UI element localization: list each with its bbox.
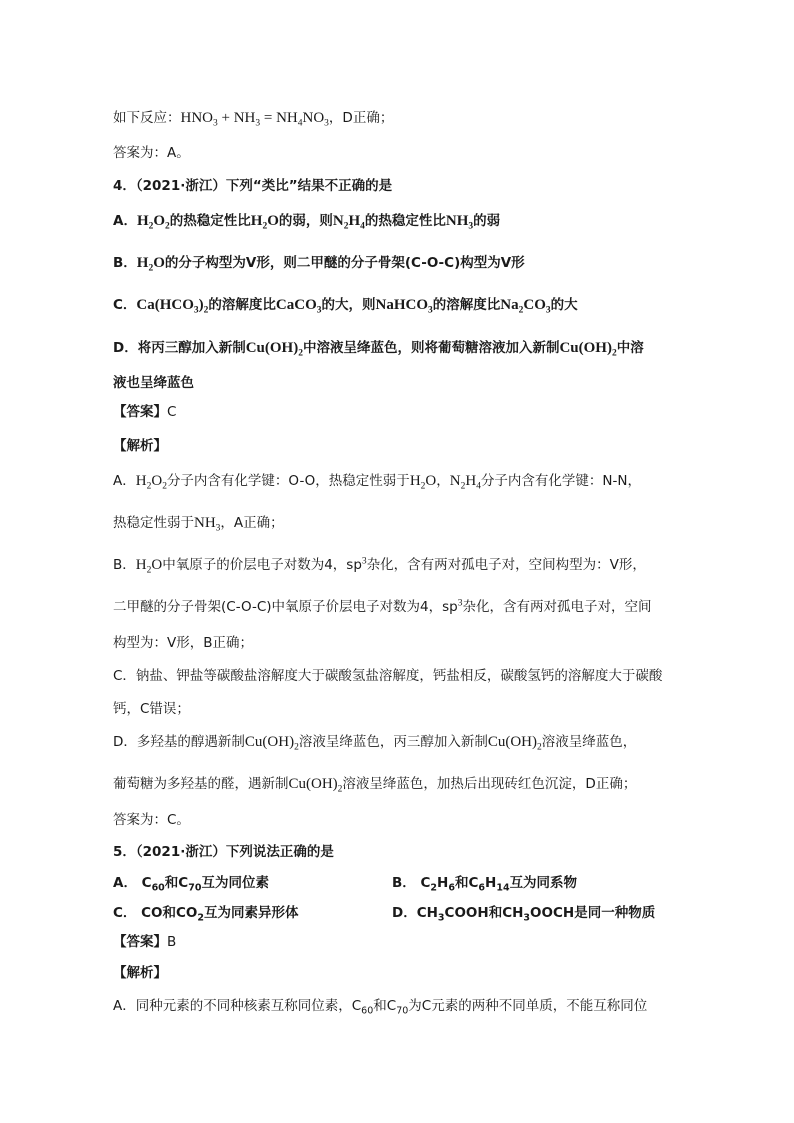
answer-label-line	[113, 932, 176, 952]
formula-text: H	[348, 213, 361, 229]
subscript: 2	[298, 348, 303, 359]
formula-text: O	[151, 473, 163, 489]
text-segment: D．将丙三醇加入新制	[113, 340, 246, 356]
text-segment: 溶液呈绛蓝色，丙三醇加入新制	[298, 734, 488, 750]
text-segment: B． C	[392, 875, 431, 891]
subscript: 4	[297, 118, 303, 129]
text-segment: 的热稳定性比	[169, 213, 251, 229]
formula-text: Ca(HCO	[136, 297, 194, 313]
text-segment: 的分子构型为V形，则二甲醚的分子骨架(C-O-C)构型为V形	[164, 255, 525, 271]
question-4-title	[113, 176, 392, 196]
question-4-option-d-cont	[113, 373, 194, 393]
text-segment: 分子内含有化学键：N-N，	[480, 473, 642, 489]
text-segment: H	[485, 875, 497, 891]
text-segment: 5．（2021·浙江）下列说法正确的是	[113, 844, 334, 860]
formula-text: CaCO	[275, 297, 317, 313]
formula-text: O	[267, 213, 279, 229]
analysis-label	[113, 436, 167, 456]
formula-text: H	[465, 473, 477, 489]
question-4-option-d	[113, 338, 644, 358]
text-segment: D．CH	[392, 905, 438, 921]
subscript: 2	[343, 221, 349, 232]
formula-text: Cu(OH)	[244, 734, 295, 750]
text-segment: COOH和CH	[444, 905, 524, 921]
analysis-d-line-1	[113, 732, 636, 752]
formula-text: )	[198, 297, 204, 313]
formula-text: = NH	[260, 110, 298, 126]
question-4-option-a	[113, 211, 500, 231]
subscript: 4	[476, 481, 481, 492]
subscript: 60	[361, 1005, 374, 1017]
formula-text: O	[425, 473, 437, 489]
formula-text: Cu(OH)	[487, 734, 537, 750]
text-segment: 中溶液呈绛蓝色，则将葡萄糖溶液加入新制	[302, 340, 560, 356]
text-segment: 液也呈绛蓝色	[113, 375, 194, 391]
question-5-option-a	[113, 875, 269, 894]
text-segment: 如下反应：	[113, 110, 181, 126]
subscript: 14	[496, 882, 510, 894]
formula-text: Cu(OH)	[245, 340, 299, 356]
formula-text: NO	[302, 110, 325, 126]
text-segment: A．同种元素的不同种核素互称同位素，C	[113, 998, 362, 1014]
formula-text: CO	[523, 297, 546, 313]
subscript: 70	[188, 882, 202, 894]
text-segment: H	[437, 875, 449, 891]
text-line-reaction	[113, 108, 393, 128]
analysis-c-line-1	[113, 666, 662, 686]
text-segment: 【解析】	[113, 438, 167, 454]
text-segment: 分子内含有化学键：O-O，热稳定性弱于	[166, 473, 410, 489]
text-segment: 4．（2021·浙江）下列“类比”结果不正确的是	[113, 178, 393, 194]
subscript: 3	[213, 118, 218, 129]
text-segment: 的溶解度比	[432, 297, 501, 313]
text-segment: 答案为：A。	[113, 145, 190, 161]
question-5-options-ab	[113, 873, 673, 893]
text-segment: A．	[113, 473, 136, 489]
text-segment: 中氧原子的价层电子对数为4，sp	[162, 557, 362, 573]
question-4-option-b	[113, 253, 525, 273]
superscript: 3	[457, 598, 463, 609]
subscript: 2	[262, 221, 268, 232]
text-segment: B．	[113, 557, 136, 573]
formula-text: O	[153, 255, 165, 271]
text-segment: 溶液呈绛蓝色，	[541, 734, 637, 750]
subscript: 2	[430, 882, 438, 894]
subscript: 2	[162, 481, 167, 492]
formula-text: NH	[194, 515, 216, 531]
answer-label: 【答案】	[113, 404, 167, 420]
text-segment: C．	[113, 297, 137, 313]
formula-text: + NH	[217, 110, 256, 126]
text-segment: 的大	[550, 297, 578, 313]
subscript: 70	[396, 1005, 409, 1017]
formula-text: Cu(OH)	[559, 340, 612, 356]
text-segment: 为C元素的两种不同单质，不能互称同位	[408, 998, 648, 1014]
analysis-d-line-2	[113, 774, 636, 794]
subscript: 2	[460, 481, 466, 492]
text-segment: 杂化，含有两对孤电子对，空间	[462, 599, 652, 615]
subscript: 2	[148, 221, 154, 232]
text-segment: 的溶解度比	[208, 297, 276, 313]
subscript: 2	[203, 305, 209, 316]
answer-line	[113, 143, 190, 163]
formula-text: N	[332, 213, 344, 229]
formula-text: H	[136, 255, 149, 271]
analysis-label	[113, 963, 167, 983]
text-segment: A． C	[113, 875, 152, 891]
answer-line	[113, 810, 190, 830]
subscript: 2	[611, 348, 617, 359]
formula-text: Na	[500, 297, 519, 313]
subscript: 60	[151, 882, 165, 894]
text-segment: D．多羟基的醇遇新制	[113, 734, 245, 750]
question-5-option-d	[392, 903, 655, 923]
text-segment: 的弱	[473, 213, 501, 229]
answer-label: 【答案】	[113, 934, 167, 950]
subscript: 2	[146, 481, 152, 492]
text-segment: ，A正确；	[220, 515, 284, 531]
text-segment: 【解析】	[113, 965, 167, 981]
formula-text: H	[135, 557, 147, 573]
formula-text: H	[409, 473, 421, 489]
formula-text: NH	[445, 213, 469, 229]
text-segment: 热稳定性弱于	[113, 515, 194, 531]
superscript: 3	[361, 556, 367, 567]
subscript: 3	[193, 305, 199, 316]
subscript: 6	[448, 882, 455, 894]
text-segment: 的弱，则	[278, 213, 333, 229]
subscript: 3	[255, 118, 261, 129]
subscript: 6	[478, 882, 486, 894]
text-segment: 杂化，含有两对孤电子对，空间构型为：V形，	[366, 557, 646, 573]
formula-text: H	[135, 473, 147, 489]
text-segment: ，	[436, 473, 450, 489]
subscript: 2	[197, 912, 204, 924]
subscript: 3	[468, 221, 474, 232]
text-segment: 二甲醚的分子骨架(C-O-C)中氧原子价层电子对数为4，sp	[113, 599, 458, 615]
answer-value: C	[167, 404, 177, 420]
subscript: 2	[420, 481, 426, 492]
subscript: 2	[537, 742, 542, 753]
text-segment: 互为同位素	[201, 875, 269, 891]
text-segment: 和C	[454, 875, 479, 891]
question-5-title	[113, 842, 334, 862]
question-4-option-c	[113, 295, 578, 315]
formula-text: NaHCO	[375, 297, 429, 313]
analysis-a-line-1	[113, 471, 641, 491]
subscript: 2	[165, 221, 170, 232]
answer-label-line	[113, 402, 176, 422]
formula-text: O	[151, 557, 163, 573]
text-segment: A．	[113, 213, 137, 229]
subscript: 2	[337, 784, 343, 795]
question-5-option-c	[113, 905, 299, 924]
text-segment: 的热稳定性比	[364, 213, 446, 229]
subscript: 3	[428, 305, 433, 316]
subscript: 3	[324, 118, 329, 129]
question-5-option-b	[392, 873, 577, 893]
text-segment: B．	[113, 255, 137, 271]
text-segment: 溶液呈绛蓝色，加热后出现砖红色沉淀，D正确；	[342, 776, 637, 792]
answer-value: B	[167, 934, 177, 950]
subscript: 2	[518, 305, 524, 316]
analysis-b-line-2	[113, 597, 651, 617]
formula-text: HNO	[180, 110, 213, 126]
subscript: 3	[523, 912, 531, 924]
text-segment: C． CO和CO	[113, 905, 198, 921]
subscript: 3	[215, 523, 221, 534]
text-segment: 互为同素异形体	[204, 905, 299, 921]
analysis-b-line-1	[113, 555, 646, 575]
text-segment: 答案为：C。	[113, 812, 190, 828]
text-segment: 的大，则	[321, 297, 376, 313]
text-segment: ，D正确；	[328, 110, 394, 126]
formula-text: N	[449, 473, 461, 489]
analysis-b-line-3	[113, 633, 253, 653]
subscript: 3	[316, 305, 322, 316]
question-5-options-cd	[113, 903, 673, 923]
subscript: 2	[294, 742, 299, 753]
formula-text: H	[250, 213, 263, 229]
analysis-c-line-2	[113, 699, 190, 719]
text-segment: 和C	[373, 998, 397, 1014]
subscript: 2	[146, 565, 152, 576]
text-segment: 和C	[164, 875, 189, 891]
text-segment: 中溶	[616, 340, 644, 356]
formula-text: H	[136, 213, 149, 229]
subscript: 3	[545, 305, 551, 316]
subscript: 4	[360, 221, 365, 232]
analysis-a-line-2	[113, 513, 284, 533]
text-segment: C．钠盐、钾盐等碳酸盐溶解度大于碳酸氢盐溶解度，钙盐相反，碳酸氢钙的溶解度大于碳酸	[113, 668, 663, 684]
analysis-q5-a-line-1	[113, 996, 647, 1016]
text-segment: 葡萄糖为多羟基的醛，遇新制	[113, 776, 289, 792]
text-segment: 互为同系物	[509, 875, 578, 891]
subscript: 2	[148, 263, 154, 274]
formula-text: O	[153, 213, 166, 229]
text-segment: 钙，C错误；	[113, 701, 190, 717]
text-segment: 构型为：V形，B正确；	[113, 635, 253, 651]
text-segment: OOCH是同一种物质	[530, 905, 656, 921]
formula-text: Cu(OH)	[288, 776, 338, 792]
subscript: 3	[437, 912, 445, 924]
